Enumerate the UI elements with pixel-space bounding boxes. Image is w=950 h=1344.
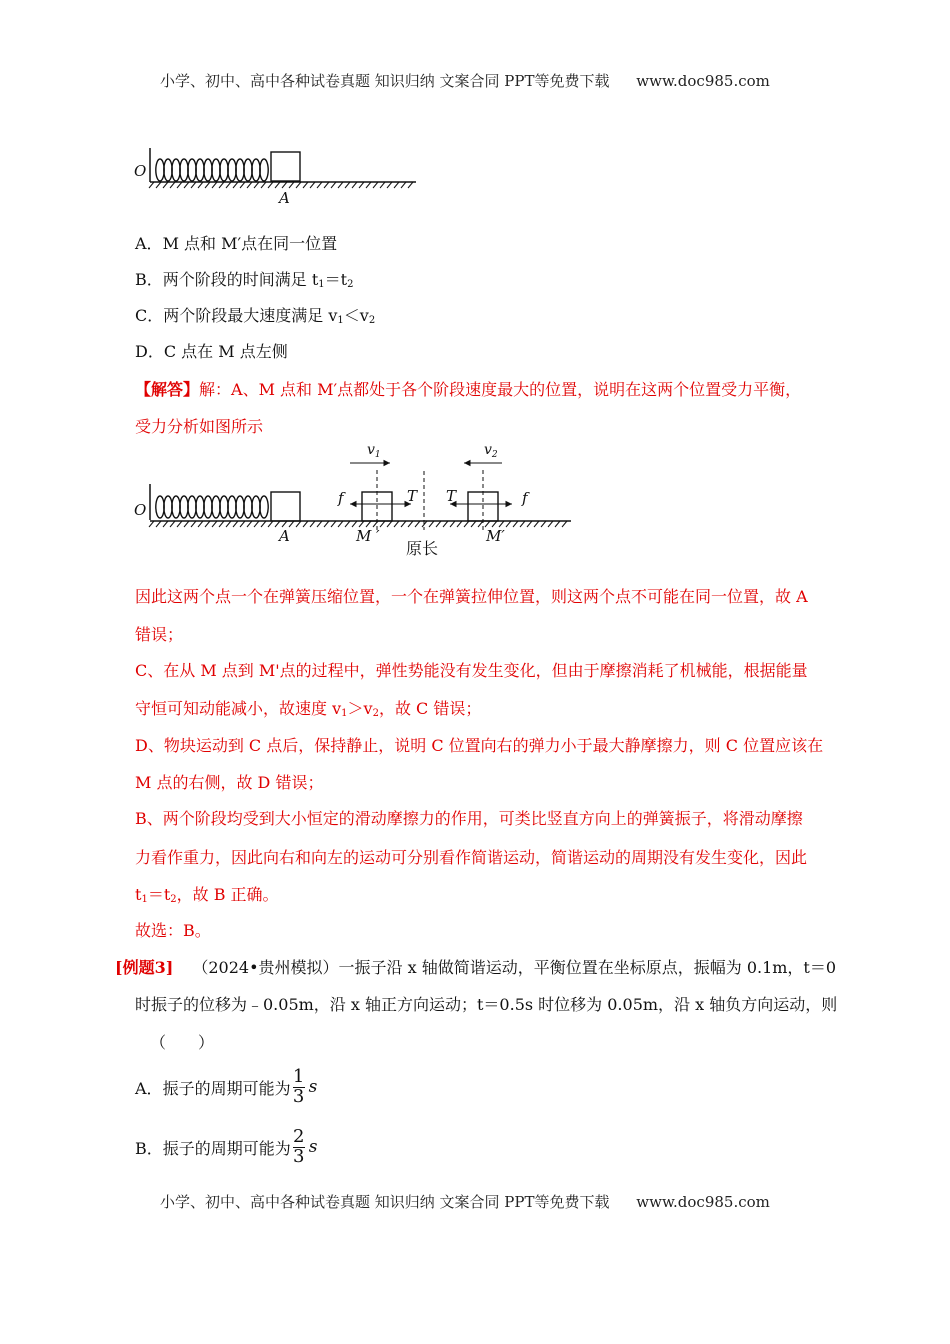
explanation-line: 力看作重力，因此向右和向左的运动可分别看作简谐运动，简谐运动的周期没有发生变化，因此 xyxy=(135,848,808,867)
explanation-line: 错误； xyxy=(135,625,184,644)
explanation-text: ，故 B 正确。 xyxy=(176,885,279,904)
example3-line-1 xyxy=(115,955,836,978)
footer-text: 小学、初中、高中各种试卷真题 知识归纳 文案合同 PPT等免费下载 xyxy=(160,1193,610,1211)
subscript: 2 xyxy=(368,315,376,326)
option-text: M 点和 M′点在同一位置 xyxy=(162,234,338,253)
explanation-line: C、在从 M 点到 M'点的过程中，弹性势能没有发生变化，但由于摩擦消耗了机械能，根据能量 xyxy=(135,661,808,680)
explanation-text: ＝t xyxy=(147,885,171,904)
subscript: 1 xyxy=(318,279,325,290)
block xyxy=(271,152,300,181)
option-letter: A． xyxy=(135,234,163,253)
point-a-label: A xyxy=(279,527,290,545)
denominator: 3 xyxy=(292,1085,305,1107)
denominator: 3 xyxy=(293,1145,305,1167)
page-header xyxy=(160,70,770,91)
spring xyxy=(156,159,268,181)
t-right-label: T xyxy=(446,487,457,505)
explanation-line: B、两个阶段均受到大小恒定的滑动摩擦力的作用，可类比竖直方向上的弹簧振子，将滑动摩擦 xyxy=(135,809,803,828)
answer-head: 【解答】 xyxy=(135,380,200,399)
option-letter: B． xyxy=(135,1138,163,1158)
explanation-line: M 点的右侧，故 D 错误； xyxy=(135,773,324,792)
option-text: 振子的周期可能为 xyxy=(162,1138,291,1158)
f-left-label: f xyxy=(338,489,344,507)
answer-line-1 xyxy=(135,377,801,400)
header-text: 小学、初中、高中各种试卷真题 知识归纳 文案合同 PPT等免费下载 xyxy=(160,72,610,90)
header-url: www.doc985.com xyxy=(636,72,770,90)
explanation-text: ，故 C 错误； xyxy=(378,699,482,718)
explanation-line: D、物块运动到 C 点后，保持静止，说明 C 位置向右的弹力小于最大静摩擦力，则 C 位置应该在 xyxy=(135,736,824,755)
point-a-label: A xyxy=(279,189,290,207)
option-text: 两个阶段最大速度满足 v xyxy=(163,306,338,325)
example3-option-a xyxy=(135,1068,317,1107)
m-label: M ′ xyxy=(356,527,380,545)
option-letter: C． xyxy=(135,306,164,325)
option-text: ＝t xyxy=(324,270,348,289)
option-letter: B． xyxy=(135,270,163,289)
subscript: 1 xyxy=(341,708,348,719)
numerator: 2 xyxy=(293,1126,305,1147)
option-c xyxy=(135,303,375,326)
option-letter: D． xyxy=(135,342,164,361)
ground-hatch xyxy=(149,182,413,188)
subscript: 2 xyxy=(372,708,379,719)
example-label: [例题3] xyxy=(115,958,174,977)
natural-length-label: 原长 xyxy=(406,539,439,558)
numerator: 1 xyxy=(292,1066,305,1087)
explanation-line xyxy=(135,696,481,719)
example-text: （2024•贵州模拟）一振子沿 x 轴做简谐运动，平衡位置在坐标原点，振幅为 0.1m，t＝0 xyxy=(192,958,837,977)
unit: s xyxy=(308,1077,318,1098)
v1-label: $v_1$ xyxy=(367,442,381,460)
example3-line-2: 时振子的位移为﹣0.05m，沿 x 轴正方向运动；t＝0.5s 时位移为 0.05m，沿 x 轴负方向运动，则 xyxy=(135,995,838,1014)
subscript: 2 xyxy=(347,279,354,290)
explanation-text: t xyxy=(135,885,142,904)
answer-line-2: 受力分析如图所示 xyxy=(135,417,264,436)
spring-block-figure xyxy=(128,140,428,210)
option-b xyxy=(135,267,353,290)
subscript: 1 xyxy=(337,315,344,326)
explanation-text: ＞v xyxy=(347,699,373,718)
option-text: C 点在 M 点左侧 xyxy=(163,342,288,361)
option-d xyxy=(135,339,288,362)
fraction xyxy=(293,1068,305,1107)
option-letter: A． xyxy=(135,1078,163,1098)
option-text: 两个阶段的时间满足 t xyxy=(162,270,319,289)
unit: s xyxy=(308,1137,318,1158)
subscript: 2 xyxy=(170,894,177,905)
example3-option-b xyxy=(135,1128,318,1167)
page-footer xyxy=(160,1191,770,1212)
option-a xyxy=(135,231,337,254)
m2-label: M′ xyxy=(486,527,505,545)
option-text: ＜v xyxy=(343,306,369,325)
subscript: 1 xyxy=(141,894,148,905)
answer-text: 解：A、M 点和 M′点都处于各个阶段速度最大的位置，说明在这两个位置受力平衡， xyxy=(199,380,802,399)
v2-label: $v_2$ xyxy=(484,442,498,460)
t-left-label: T xyxy=(407,487,418,505)
force-analysis-figure xyxy=(128,438,578,563)
fraction xyxy=(293,1128,305,1167)
block-at-a xyxy=(271,492,300,521)
f-right-label: f xyxy=(522,489,528,507)
origin-label: O xyxy=(134,162,147,180)
spring xyxy=(156,496,268,518)
explanation-line: 故选：B。 xyxy=(135,921,211,940)
example3-line-3: （ ） xyxy=(150,1033,215,1052)
origin-label: O xyxy=(134,501,147,519)
explanation-line: 因此这两个点一个在弹簧压缩位置，一个在弹簧拉伸位置，则这两个点不可能在同一位置，故 A xyxy=(135,587,808,606)
explanation-line xyxy=(135,882,279,905)
explanation-text: 守恒可知动能减小，故速度 v xyxy=(135,699,342,718)
option-text: 振子的周期可能为 xyxy=(162,1078,291,1098)
footer-url: www.doc985.com xyxy=(636,1193,770,1211)
